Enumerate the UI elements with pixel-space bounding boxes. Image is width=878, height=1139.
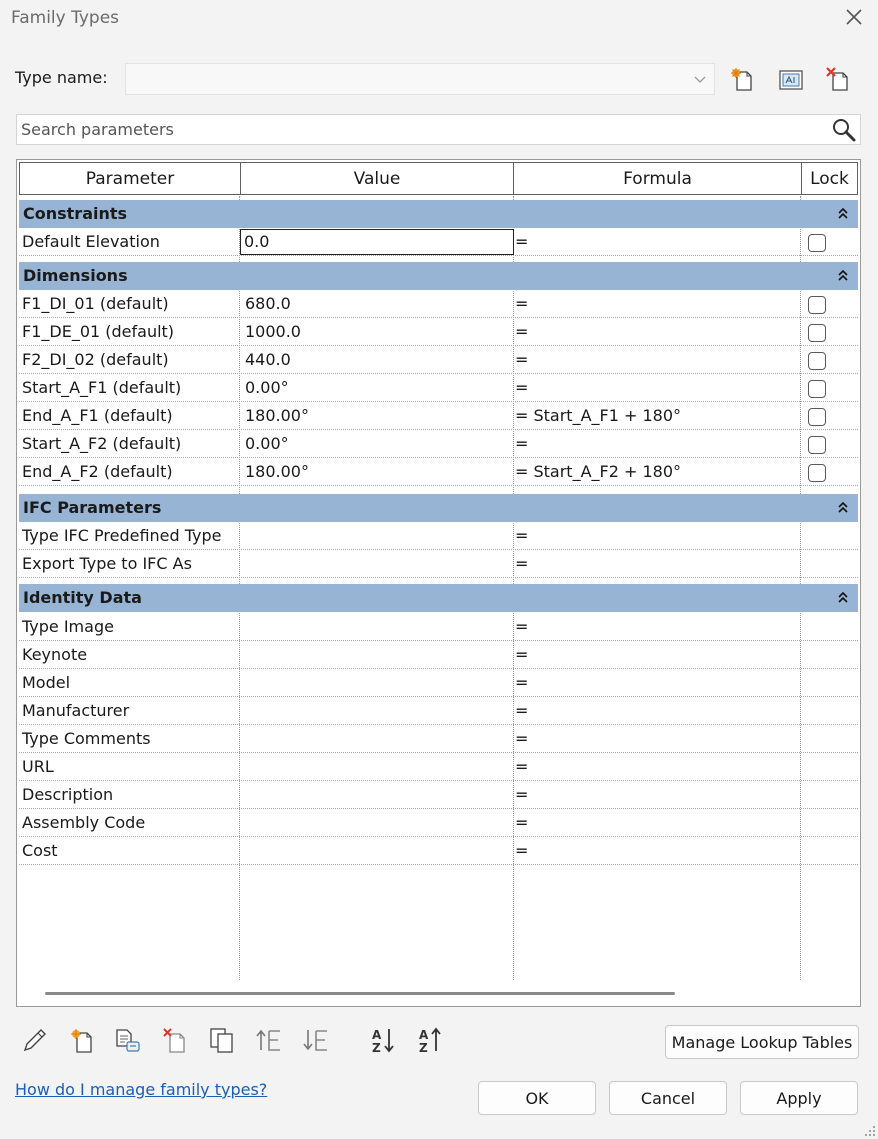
parameter-name: F2_DI_02 (default): [22, 350, 169, 369]
parameter-name: Start_A_F2 (default): [22, 434, 182, 453]
shared-parameter-icon[interactable]: [113, 1025, 143, 1055]
parameter-row[interactable]: [19, 641, 858, 669]
lock-checkbox[interactable]: [808, 436, 826, 454]
parameter-row[interactable]: [19, 725, 858, 753]
parameter-row[interactable]: [19, 781, 858, 809]
formula-cell[interactable]: =: [515, 729, 529, 748]
formula-cell[interactable]: =: [515, 645, 529, 664]
formula-cell[interactable]: =: [515, 434, 529, 453]
parameter-name: URL: [22, 757, 54, 776]
parameter-row[interactable]: [19, 550, 858, 578]
svg-text:Z: Z: [372, 1041, 381, 1055]
parameter-name: End_A_F2 (default): [22, 462, 173, 481]
parameter-row[interactable]: [19, 374, 858, 402]
value-cell[interactable]: 1000.0: [245, 322, 301, 341]
parameter-row[interactable]: [19, 430, 858, 458]
collapse-icon[interactable]: [836, 205, 850, 221]
sort-descending-icon[interactable]: [415, 1025, 445, 1055]
lock-checkbox[interactable]: [808, 352, 826, 370]
value-cell[interactable]: 440.0: [245, 350, 291, 369]
section-label: Dimensions: [23, 266, 128, 285]
formula-cell[interactable]: =: [515, 841, 529, 860]
section-ifc-parameters[interactable]: [19, 494, 858, 522]
parameter-grid: [16, 159, 861, 1007]
value-cell[interactable]: 180.00°: [245, 462, 309, 481]
value-cell[interactable]: 180.00°: [245, 406, 309, 425]
section-constraints[interactable]: [19, 200, 858, 228]
formula-cell[interactable]: =: [515, 813, 529, 832]
manage-lookup-tables-button[interactable]: Manage Lookup Tables: [665, 1025, 859, 1059]
parameter-row[interactable]: [19, 697, 858, 725]
section-label: Constraints: [23, 204, 128, 223]
parameter-name: Type Comments: [22, 729, 151, 748]
formula-cell[interactable]: =: [515, 617, 529, 636]
formula-cell[interactable]: =: [515, 322, 529, 341]
parameter-name: Manufacturer: [22, 701, 130, 720]
formula-cell[interactable]: =: [515, 673, 529, 692]
parameter-row[interactable]: [19, 290, 858, 318]
formula-cell[interactable]: = Start_A_F2 + 180°: [515, 462, 682, 481]
lock-checkbox[interactable]: [808, 324, 826, 342]
parameter-name: End_A_F1 (default): [22, 406, 173, 425]
parameter-row[interactable]: [19, 402, 858, 430]
formula-cell[interactable]: =: [515, 350, 529, 369]
chevron-down-icon: [692, 71, 708, 87]
svg-text:A: A: [419, 1028, 429, 1042]
ok-button[interactable]: OK: [478, 1081, 596, 1115]
parameter-name: Type IFC Predefined Type: [22, 526, 222, 545]
lock-checkbox[interactable]: [808, 408, 826, 426]
sort-ascending-icon[interactable]: [368, 1025, 398, 1055]
parameter-name: Type Image: [22, 617, 114, 636]
horizontal-scrollbar[interactable]: [45, 992, 675, 995]
parameter-row[interactable]: [19, 346, 858, 374]
title-bar: [0, 0, 878, 38]
formula-cell[interactable]: =: [515, 232, 529, 251]
value-cell[interactable]: 680.0: [245, 294, 291, 313]
search-icon[interactable]: [831, 117, 857, 143]
type-name-label: Type name:: [15, 68, 108, 87]
value-input[interactable]: 0.0: [240, 229, 514, 255]
column-header-formula[interactable]: Formula: [513, 162, 802, 195]
collapse-icon[interactable]: [836, 267, 850, 283]
parameter-name: Cost: [22, 841, 58, 860]
collapse-icon[interactable]: [836, 499, 850, 515]
value-cell[interactable]: 0.00°: [245, 434, 289, 453]
parameter-row[interactable]: [19, 458, 858, 486]
section-label: IFC Parameters: [23, 498, 162, 517]
lock-checkbox[interactable]: [808, 234, 826, 252]
window-title: Family Types: [11, 8, 120, 28]
parameter-name: Export Type to IFC As: [22, 554, 192, 573]
column-header-parameter[interactable]: Parameter: [19, 162, 241, 195]
type-name-combo[interactable]: [125, 63, 715, 95]
parameter-row[interactable]: [19, 613, 858, 641]
resize-grip-icon[interactable]: [864, 1125, 876, 1137]
section-label: Identity Data: [23, 588, 142, 607]
parameter-name: F1_DI_01 (default): [22, 294, 169, 313]
help-link[interactable]: How do I manage family types?: [15, 1080, 268, 1099]
delete-type-icon[interactable]: [824, 65, 852, 93]
parameter-name: Start_A_F1 (default): [22, 378, 182, 397]
column-header-value[interactable]: Value: [240, 162, 514, 195]
move-down-icon[interactable]: [301, 1025, 331, 1055]
collapse-icon[interactable]: [836, 589, 850, 605]
parameter-name: Model: [22, 673, 71, 692]
rename-type-icon[interactable]: [777, 66, 805, 94]
formula-cell[interactable]: =: [515, 526, 529, 545]
parameter-row[interactable]: [19, 809, 858, 837]
search-input[interactable]: [16, 114, 861, 145]
parameter-name: Assembly Code: [22, 813, 146, 832]
apply-button[interactable]: Apply: [740, 1081, 858, 1115]
formula-cell[interactable]: =: [515, 757, 529, 776]
svg-text:Z: Z: [419, 1041, 428, 1055]
move-up-icon[interactable]: [254, 1025, 284, 1055]
pencil-icon[interactable]: [20, 1025, 50, 1055]
parameter-row[interactable]: [19, 318, 858, 346]
parameter-name: Default Elevation: [22, 232, 160, 251]
lock-checkbox[interactable]: [808, 380, 826, 398]
grid-header: [19, 162, 858, 195]
parameter-name: F1_DE_01 (default): [22, 322, 175, 341]
formula-cell[interactable]: =: [515, 785, 529, 804]
svg-text:A: A: [372, 1028, 382, 1042]
lock-checkbox[interactable]: [808, 464, 826, 482]
search-placeholder: Search parameters: [21, 120, 174, 139]
formula-cell[interactable]: =: [515, 294, 529, 313]
parameter-row[interactable]: [19, 522, 858, 550]
delete-parameter-icon[interactable]: [160, 1025, 190, 1055]
parameter-row[interactable]: [19, 228, 858, 256]
new-parameter-icon[interactable]: [67, 1025, 97, 1055]
parameter-name: Keynote: [22, 645, 88, 664]
section-identity-data[interactable]: [19, 584, 858, 612]
section-dimensions[interactable]: [19, 262, 858, 290]
parameter-row[interactable]: [19, 753, 858, 781]
parameter-name: Description: [22, 785, 114, 804]
formula-cell[interactable]: =: [515, 701, 529, 720]
formula-cell[interactable]: =: [515, 378, 529, 397]
parameter-row[interactable]: [19, 669, 858, 697]
lock-checkbox[interactable]: [808, 296, 826, 314]
close-icon[interactable]: [844, 7, 864, 27]
cancel-button[interactable]: Cancel: [609, 1081, 727, 1115]
parameter-row[interactable]: [19, 837, 858, 865]
new-type-icon[interactable]: [728, 65, 756, 93]
formula-cell[interactable]: =: [515, 554, 529, 573]
formula-cell[interactable]: = Start_A_F1 + 180°: [515, 406, 682, 425]
value-cell[interactable]: 0.00°: [245, 378, 289, 397]
copy-icon[interactable]: [207, 1025, 237, 1055]
column-header-lock[interactable]: Lock: [801, 162, 858, 195]
